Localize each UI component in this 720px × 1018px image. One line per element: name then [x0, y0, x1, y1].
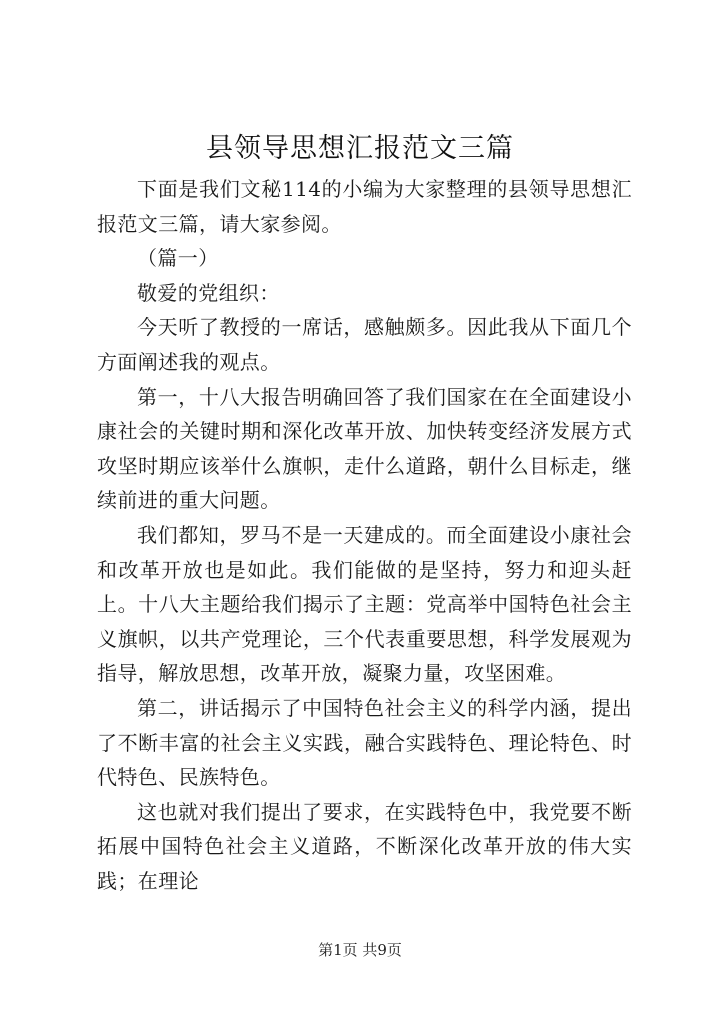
paragraph: 第一，十八大报告明确回答了我们国家在在全面建设小康社会的关键时期和深化改革开放、加快转变经济发展方式攻坚时期应该举什么旗帜，走什么道路，朝什么目标走，继续前进的重大问题。 [97, 384, 632, 513]
paragraph: 我们都知，罗马不是一天建成的。而全面建设小康社会和改革开放也是如此。我们能做的是坚持，努力和迎头赶上。十八大主题给我们揭示了主题：党高举中国特色社会主义旗帜，以共产党理论，三个代表重要思想，科学发展观为指导，解放思想，改革开放，凝聚力量，攻坚困难。 [97, 522, 632, 686]
paragraph: 今天听了教授的一席话，感触颇多。因此我从下面几个方面阐述我的观点。 [97, 315, 632, 374]
page-number-footer: 第1页 共9页 [318, 941, 402, 959]
document-title: 县领导思想汇报范文三篇 [206, 133, 514, 164]
paragraph: 下面是我们文秘114的小编为大家整理的县领导思想汇报范文三篇，请大家参阅。 [97, 177, 632, 236]
paragraph: （篇一） [137, 246, 219, 271]
paragraph: 第二，讲话揭示了中国特色社会主义的科学内涵，提出了不断丰富的社会主义实践，融合实践特色、理论特色、时代特色、民族特色。 [97, 695, 632, 790]
paragraph: 这也就对我们提出了要求，在实践特色中，我党要不断拓展中国特色社会主义道路，不断深化改革开放的伟大实践；在理论 [97, 799, 632, 893]
document-body [97, 172, 632, 898]
paragraph: 敬爱的党组织： [137, 280, 280, 305]
